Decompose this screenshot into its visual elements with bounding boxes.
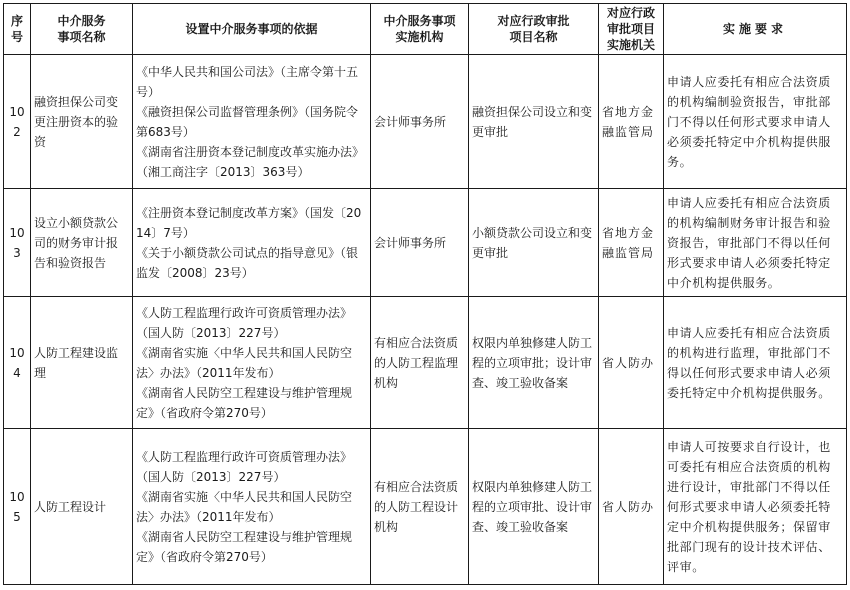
header-no: 序 号 [4, 4, 31, 55]
header-approval-item: 对应行政审批 项目名称 [469, 4, 599, 55]
basis-cell [133, 297, 371, 429]
service-name: 融资担保公司变更注册资本的验资 [31, 55, 133, 189]
basis-document: 《湖南省人民防空工程建设与维护管理规定》（省政府令第270号） [136, 529, 353, 564]
header-approval-org: 对应行政 审批项目 实施机关 [599, 4, 664, 55]
service-name: 人防工程设计 [31, 429, 133, 585]
basis-document: 《中华人民共和国公司法》（主席令第十五号） [136, 64, 359, 99]
header-service-name: 中介服务 事项名称 [31, 4, 133, 55]
implementing-institution: 会计师事务所 [371, 189, 469, 297]
row-number: 103 [4, 189, 31, 297]
service-name: 设立小额贷款公司的财务审计报告和验资报告 [31, 189, 133, 297]
basis-cell [133, 429, 371, 585]
implementing-institution: 会计师事务所 [371, 55, 469, 189]
approval-authority: 省地方金融监管局 [599, 55, 664, 189]
basis-document: 《融资担保公司监督管理条例》（国务院令第683号） [136, 104, 359, 139]
row-number: 102 [4, 55, 31, 189]
requirements-text: 申请人应委托有相应合法资质的机构编制财务审计报告和验资报告，审批部门不得以任何形式要求申请人必须委托特定中介机构提供服务。 [664, 189, 847, 297]
service-name: 人防工程建设监理 [31, 297, 133, 429]
table-header [4, 4, 847, 55]
table-row [4, 429, 847, 585]
basis-document: 《关于小额贷款公司试点的指导意见》（银监发〔2008〕23号） [136, 245, 359, 280]
row-number: 104 [4, 297, 31, 429]
basis-document: 《湖南省实施〈中华人民共和国人民防空法〉办法》（2011年发布） [136, 489, 353, 524]
approval-item: 融资担保公司设立和变更审批 [469, 55, 599, 189]
basis-document: 《人防工程监理行政许可资质管理办法》（国人防〔2013〕227号） [136, 449, 353, 484]
approval-item: 权限内单独修建人防工程的立项审批；设计审查、竣工验收备案 [469, 297, 599, 429]
requirements-text: 申请人可按要求自行设计，也可委托有相应合法资质的机构进行设计，审批部门不得以任何形式要求申请人必须委托特定中介机构提供服务；保留审批部门现有的设计技术评估、评审。 [664, 429, 847, 585]
requirements-text: 申请人应委托有相应合法资质的机构进行监理，审批部门不得以任何形式要求申请人必须委托特定中介机构提供服务。 [664, 297, 847, 429]
basis-document: 《人防工程监理行政许可资质管理办法》（国人防〔2013〕227号） [136, 305, 353, 340]
approval-item: 小额贷款公司设立和变更审批 [469, 189, 599, 297]
basis-document: 《湖南省注册资本登记制度改革实施办法》（湘工商注字〔2013〕363号） [136, 144, 365, 179]
basis-cell [133, 189, 371, 297]
approval-item: 权限内单独修建人防工程的立项审批、设计审查、竣工验收备案 [469, 429, 599, 585]
basis-document: 《注册资本登记制度改革方案》（国发〔2014〕7号） [136, 205, 362, 240]
basis-cell [133, 55, 371, 189]
table-row [4, 55, 847, 189]
implementing-institution: 有相应合法资质的人防工程设计机构 [371, 429, 469, 585]
approval-authority: 省地方金融监管局 [599, 189, 664, 297]
basis-document: 《湖南省实施〈中华人民共和国人民防空法〉办法》（2011年发布） [136, 345, 353, 380]
header-basis: 设置中介服务事项的依据 [133, 4, 371, 55]
table-row [4, 297, 847, 429]
header-requirements: 实施要求 [664, 4, 847, 55]
requirements-text: 申请人应委托有相应合法资质的机构编制验资报告，审批部门不得以任何形式要求申请人必须委托特定中介机构提供服务。 [664, 55, 847, 189]
approval-authority: 省人防办 [599, 429, 664, 585]
header-institution: 中介服务事项 实施机构 [371, 4, 469, 55]
table-row [4, 189, 847, 297]
basis-document: 《湖南省人民防空工程建设与维护管理规定》（省政府令第270号） [136, 385, 353, 420]
row-number: 105 [4, 429, 31, 585]
approval-authority: 省人防办 [599, 297, 664, 429]
implementing-institution: 有相应合法资质的人防工程监理机构 [371, 297, 469, 429]
intermediary-services-table [3, 3, 847, 585]
